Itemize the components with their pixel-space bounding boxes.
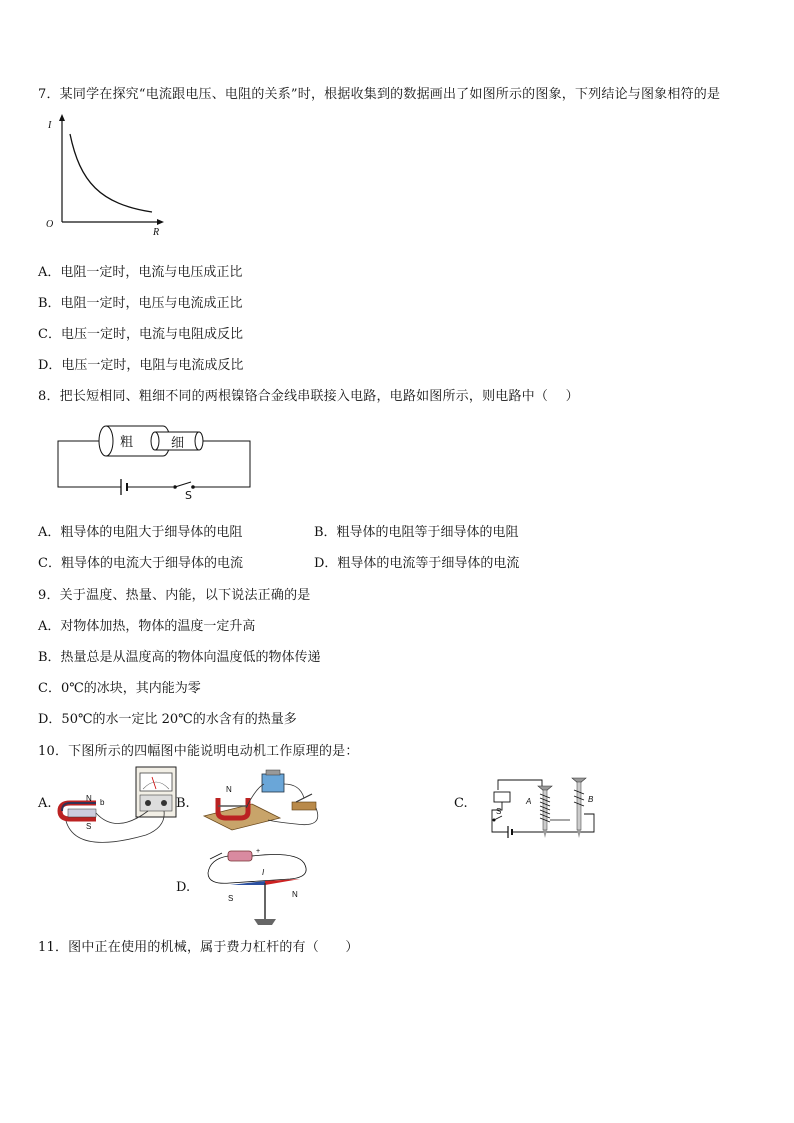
q7-option-c[interactable]: C．电压一定时，电流与电阻成反比: [38, 327, 243, 342]
q10-option-d-label[interactable]: D.: [176, 880, 191, 895]
q10-c-b: B: [588, 795, 594, 804]
q8-option-d[interactable]: D．粗导体的电流等于细导体的电流: [314, 556, 520, 571]
q7-option-b[interactable]: B．电阻一定时，电压与电流成正比: [38, 296, 243, 311]
q10-d-i: I: [262, 868, 265, 877]
q10-figure-c: [484, 770, 604, 840]
q10-d-n: N: [292, 890, 298, 899]
q10-b-n: N: [226, 785, 232, 794]
q10-option-a-label[interactable]: A.: [38, 796, 52, 811]
q7-x-label: R: [153, 227, 160, 238]
svg-text:+: +: [256, 848, 261, 855]
q8-thin-label: 细: [171, 436, 185, 451]
q8-switch-label: S: [185, 489, 192, 502]
q10-a-n: N: [86, 794, 92, 803]
q9-option-d[interactable]: D．50℃的水一定比 20℃的水含有的热量多: [38, 712, 297, 727]
q7-option-d[interactable]: D．电压一定时，电阻与电流成反比: [38, 358, 244, 373]
q8-thick-label: 粗: [120, 435, 134, 450]
q10-option-b-label[interactable]: B.: [176, 796, 190, 811]
q10-c-s: S: [496, 807, 502, 816]
q7-graph: [40, 112, 170, 237]
q10-c-a: A: [526, 797, 532, 806]
q10-option-c-label[interactable]: C.: [454, 796, 468, 811]
q8-option-a[interactable]: A．粗导体的电阻大于细导体的电阻: [38, 525, 243, 540]
q9-option-a[interactable]: A．对物体加热，物体的温度一定升高: [38, 619, 256, 634]
q10-a-b: b: [100, 798, 105, 807]
q8-option-b[interactable]: B．粗导体的电阻等于细导体的电阻: [314, 525, 519, 540]
question-7-text: 7．某同学在探究“电流跟电压、电阻的关系”时，根据收集到的数据画出了如图所示的图象，下列结论与图象相符的是: [38, 87, 721, 102]
question-11-text: 11．图中正在使用的机械，属于费力杠杆的有（ ）: [38, 940, 359, 955]
q7-option-a[interactable]: A．电阻一定时，电流与电压成正比: [38, 265, 243, 280]
question-10-text: 10．下图所示的四幅图中能说明电动机工作原理的是：: [38, 744, 359, 759]
q7-origin: O: [46, 219, 54, 230]
q10-d-s: S: [228, 894, 234, 903]
q10-figure-a: [56, 765, 184, 855]
q10-figure-d: [200, 845, 320, 930]
q8-circuit: [55, 420, 255, 500]
q10-figure-b: [196, 768, 326, 830]
q8-option-c[interactable]: C．粗导体的电流大于细导体的电流: [38, 556, 243, 571]
q9-option-c[interactable]: C．0℃的冰块，其内能为零: [38, 681, 201, 696]
question-8-text: 8．把长短相同、粗细不同的两根镍铬合金线串联接入电路，电路如图所示，则电路中（ ）: [38, 389, 579, 404]
q9-option-b[interactable]: B．热量总是从温度高的物体向温度低的物体传递: [38, 650, 321, 665]
q10-a-s: S: [86, 822, 92, 831]
question-9-text: 9．关于温度、热量、内能，以下说法正确的是: [38, 588, 311, 603]
q7-y-label: I: [48, 120, 52, 131]
